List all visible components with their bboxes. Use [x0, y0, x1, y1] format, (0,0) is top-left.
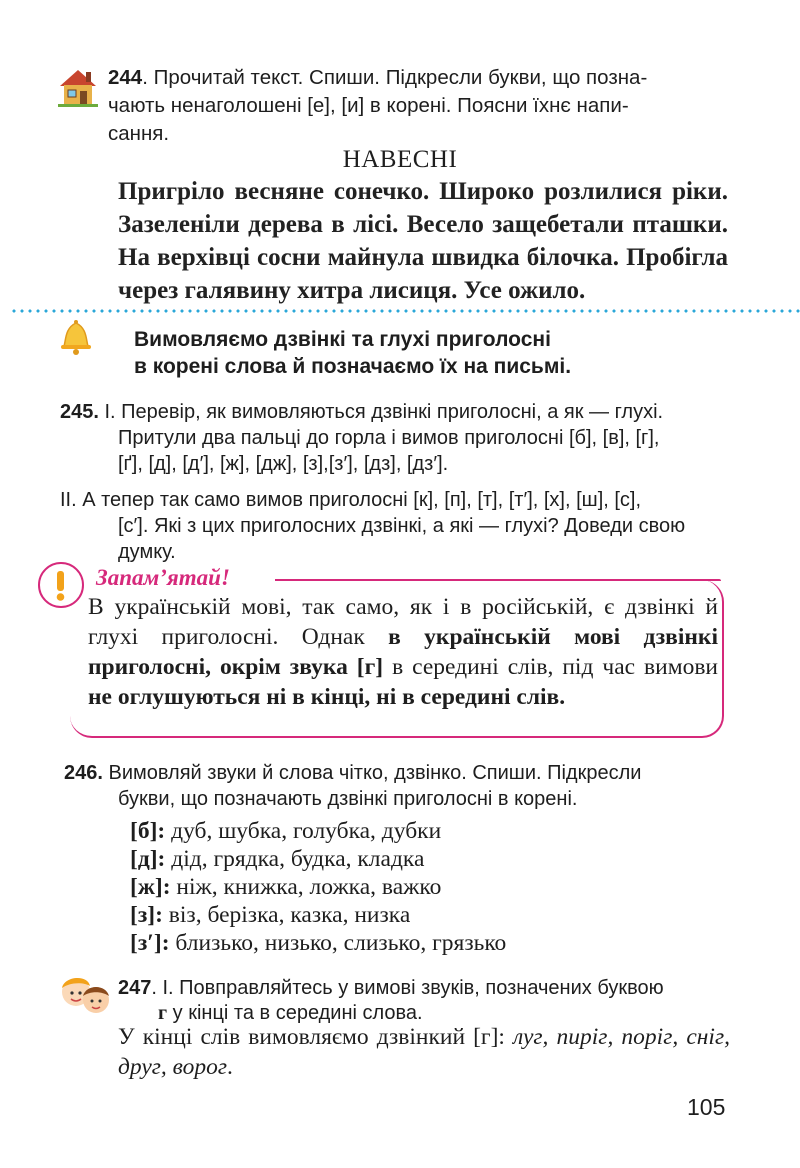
remember-text-bold: не оглушуються ні в кінці, ні в середині слів. — [88, 684, 566, 710]
ex245-line — [60, 399, 663, 425]
instruction-line: чають ненаголошені [е], [и] в корені. Поясни їхнє напи- — [108, 94, 629, 117]
rule-heading — [134, 326, 734, 380]
sound-label: [д]: — [130, 846, 166, 872]
exercise-number: 247 — [118, 977, 152, 999]
children-icon — [54, 970, 114, 1018]
ex245-line: [с′]. Які з цих приголосних дзвінкі, а які — глухі? Доведи свою — [118, 515, 686, 537]
rule-examples: луг, пиріг, поріг, сніг, друг, ворог — [118, 1024, 730, 1080]
page-number: 105 — [687, 1094, 726, 1120]
words: дід, грядка, будка, кладка — [165, 846, 425, 872]
words: віз, берізка, казка, низка — [162, 902, 411, 928]
word-row — [130, 929, 506, 957]
exclamation-icon — [38, 562, 84, 608]
rule-end: . — [227, 1054, 233, 1080]
instruction-line: . Прочитай текст. Спиши. Підкресли букви, що позна- — [142, 66, 648, 89]
remember-box-topline — [275, 579, 721, 581]
ex246-line: букви, що позначають дзвінкі приголосні в корені. — [118, 788, 578, 810]
ex245-line: [ґ], [д], [д′], [ж], [дж], [з],[з′], [дз], [дз′]. — [118, 453, 449, 475]
rule-247 — [118, 1022, 730, 1082]
words: близько, низько, слизько, грязько — [169, 930, 507, 956]
instruction-text: у кінці та в середині слова. — [167, 1002, 423, 1024]
instruction-text: І. Перевір, як вимовляються дзвінкі приголосні, а як — глухі. — [98, 401, 664, 423]
remember-text-plain: в середині слів, під час вимови — [383, 654, 718, 680]
word-row — [130, 901, 506, 929]
remember-title: Запам’ятай! — [96, 565, 230, 590]
word-row — [130, 817, 506, 845]
instruction-text: . І. Повправляйтесь у вимові звуків, позначених буквою — [151, 977, 664, 999]
words: ніж, книжка, ложка, важко — [170, 874, 442, 900]
ex245-line: Притули два пальці до горла і вимов приголосні [б], [в], [г], — [118, 427, 660, 449]
remember-text-plain: В українській мові, так само, як і в російській, є дзвінкі й глухі приголосні. Однак — [88, 594, 718, 650]
sound-label: [з]: — [130, 902, 163, 928]
instruction-text: Вимовляй звуки й слова чітко, дзвінко. Спиши. Підкресли — [102, 762, 642, 784]
sound-label: [б]: — [130, 818, 166, 844]
letter-g: г — [158, 1002, 168, 1024]
instruction-line: сання. — [108, 122, 170, 145]
ex245-line: ІІ. А тепер так само вимов приголосні [к], [п], [т], [т′], [х], [ш], [с], — [60, 489, 642, 511]
words: дуб, шубка, голубка, дубки — [165, 818, 442, 844]
ex247-line — [118, 975, 664, 1001]
reading-text: Пригріло весняне сонечко. Широко розлилися ріки. Зазеленіли дерева в лісі. Весело защебетали пташки. На верхівці сосни майнула швидка білочка. Пробігла через галявину хитра лисиця. Усе ожило. — [118, 178, 728, 304]
text-title: НАВЕСНІ — [342, 146, 458, 173]
bell-icon — [56, 314, 96, 356]
house-icon — [56, 66, 100, 108]
word-list — [130, 817, 506, 957]
ex245-line: думку. — [118, 541, 176, 563]
exercise-244 — [108, 64, 728, 148]
rule-text: У кінці слів вимовляємо дзвінкий [г]: — [118, 1024, 514, 1050]
word-row — [130, 845, 506, 873]
rule-heading-line: в корені слова й позначаємо їх на письмі. — [134, 355, 572, 378]
word-row — [130, 873, 506, 901]
rule-heading-line: Вимовляємо дзвінкі та глухі приголосні — [134, 328, 551, 351]
sound-label: [ж]: — [130, 874, 171, 900]
remember-text — [88, 592, 718, 712]
remember-text-bold: в українській мові дзвінкі приголосні, окрім звука [г] — [88, 624, 718, 680]
exercise-number: 246. — [64, 762, 103, 784]
exercise-number: 244 — [108, 66, 143, 89]
exercise-number: 245. — [60, 401, 99, 423]
dotted-divider — [10, 309, 800, 313]
sound-label: [з′]: — [130, 930, 170, 956]
ex246-line — [64, 760, 641, 786]
